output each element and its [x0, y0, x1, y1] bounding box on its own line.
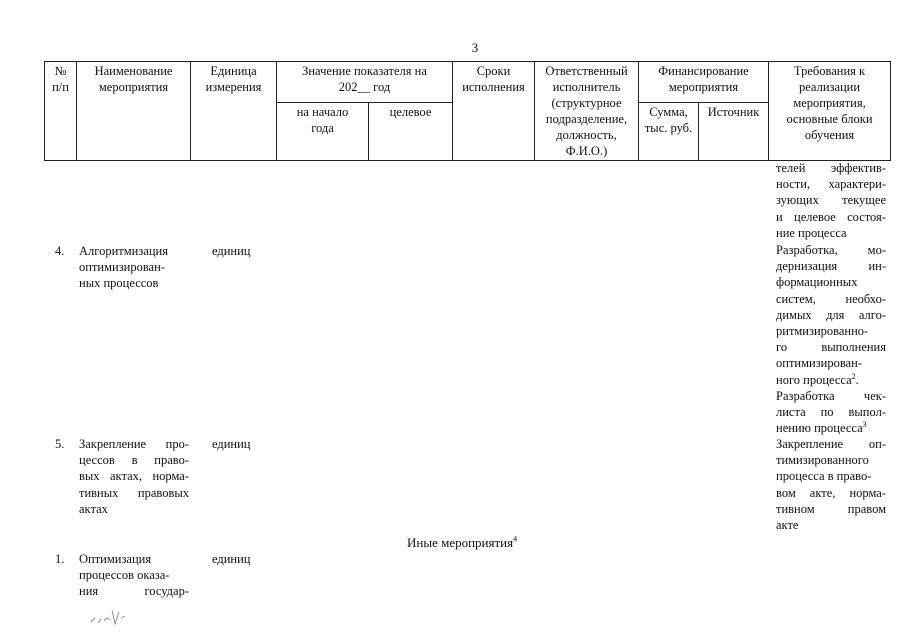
header-unit: Единица измерения: [191, 62, 277, 161]
row-4-name: Алгоритмизация оптимизирован- ных процессов: [79, 244, 168, 291]
header-indicator-start: на начало года: [277, 103, 369, 161]
handwritten-mark-icon: [88, 604, 138, 628]
header-financing-sum: Сумма, тыс. руб.: [639, 103, 699, 161]
header-table: [44, 61, 891, 161]
header-requirements: Требования к реализации мероприятия, основные блоки обучения: [769, 62, 891, 161]
row-5-requirements: Закрепление оп- тимизированного процесса в право- вом акте, норма- тивном правом акте: [776, 437, 886, 533]
header-financing-source: Источник: [699, 103, 769, 161]
section-note: 4: [513, 534, 518, 544]
row-4-requirements: Разработка, мо- дернизация ин- формационных систем, необхо- димых для алго- ритмизированно- го выполнения оптимизирован- ного процесса$^2$. Разработка чек- листа по выпол- нению процесса$^3$: [776, 243, 886, 436]
row-4-num: 4.: [55, 244, 65, 258]
section-row-1-name: Оптимизация процессов оказа- ния государ-: [79, 552, 189, 599]
requirements-continuation: [776, 160, 886, 241]
req-cont-line: ние процесса: [776, 225, 847, 240]
req-cont-line: зующих текущее: [776, 193, 886, 208]
section-row-1-unit: единиц: [212, 552, 251, 566]
row-5-num: 5.: [55, 437, 65, 451]
req-cont-line: ности, характери-: [776, 177, 886, 192]
row-5-name: Закрепление про- цессов в право- вых актах, норма- тивных правовых актах: [79, 437, 189, 516]
header-indicator-target: целевое: [369, 103, 453, 161]
section-row-1-num: 1.: [55, 552, 65, 566]
header-terms: Сроки исполнения: [453, 62, 535, 161]
header-financing: Финансирование мероприятия: [639, 62, 769, 103]
section-title: Иные мероприятия$^4$: [407, 534, 518, 550]
header-indicator: Значение показателя на 202__ год: [277, 62, 453, 103]
header-name: Наименование мероприятия: [77, 62, 191, 161]
header-responsible: Ответственный исполнитель (структурное подразделение, должность, Ф.И.О.): [535, 62, 639, 161]
row-5-unit: единиц: [212, 437, 251, 451]
row-4-unit: единиц: [212, 244, 251, 258]
header-num: № п/п: [45, 62, 77, 161]
req-cont-line: и целевое состоя-: [776, 209, 886, 224]
req-cont-line: телей эффектив-: [776, 161, 886, 175]
page-number: 3: [471, 40, 479, 55]
